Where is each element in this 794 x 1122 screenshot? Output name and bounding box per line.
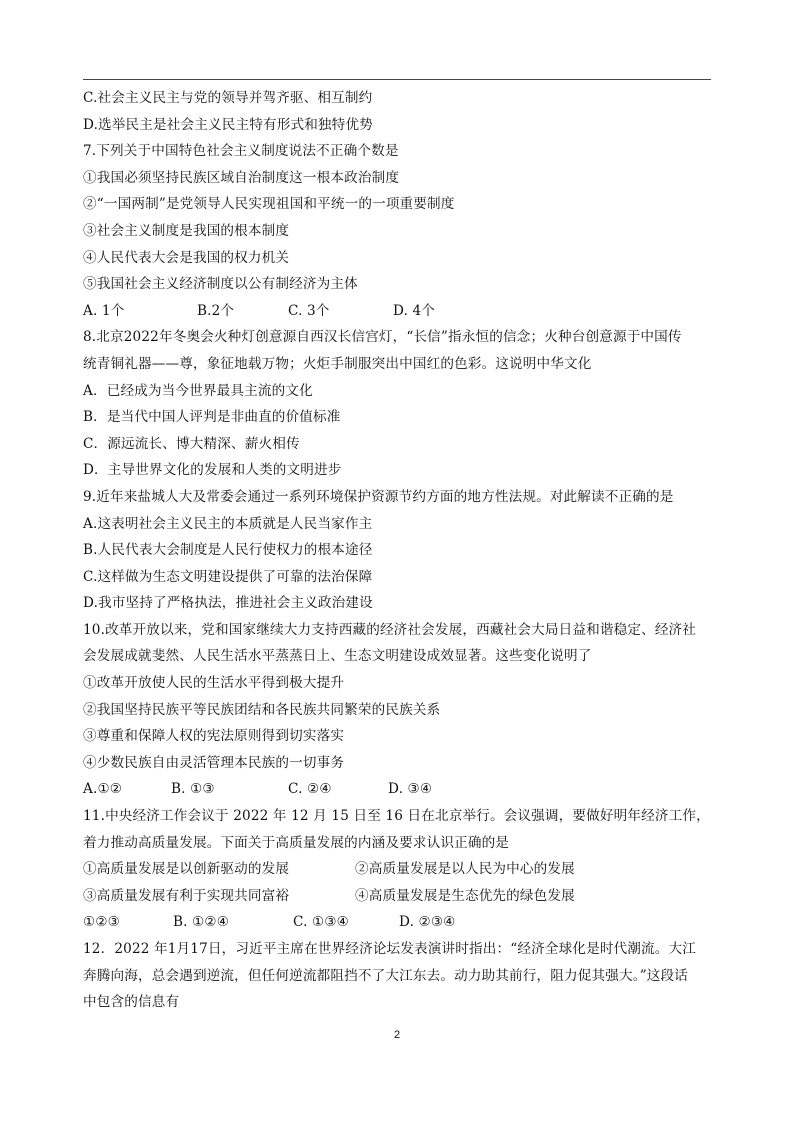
q10-option-a: A.①② [83, 781, 123, 798]
question-9-stem: 9.近年来盐城人大及常委会通过一系列环境保护资源节约方面的地方性法规。对此解读不正确的是 [83, 488, 674, 505]
question-8-stem-2: 统青铜礼器——尊，象征地载万物；火炬手制服突出中国红的色彩。这说明中华文化 [83, 355, 592, 372]
q7-item-3: ③社会主义制度是我国的根本制度 [83, 222, 290, 239]
q7-item-4: ④人民代表大会是我国的权力机关 [83, 249, 290, 266]
q11-item-4: ④高质量发展是生态优先的绿色发展 [355, 887, 575, 904]
page-number: 2 [393, 1029, 401, 1041]
q11-items-row-2 [83, 883, 719, 910]
q11-item-2: ②高质量发展是以人民为中心的发展 [355, 861, 575, 878]
q7-options [83, 298, 719, 325]
q11-items-row-1 [83, 856, 719, 883]
q10-option-c: C. ②④ [288, 781, 332, 798]
q8-option-c: C．源远流长、博大精深、薪火相传 [83, 435, 300, 452]
q9-option-a: A.这表明社会主义民主的本质就是人民当家作主 [83, 515, 373, 532]
q10-item-2: ②我国坚持民族平等民族团结和各民族共同繁荣的民族关系 [83, 701, 441, 718]
page-content [83, 85, 719, 1016]
question-12-stem-2: 奔腾向海，总会遇到逆流，但任何逆流都阻挡不了大江东去。动力助其前行，阻力促其强大。”这段话 [83, 967, 689, 984]
q10-option-d: D. ③④ [388, 781, 433, 798]
q7-option-c: C. 3个 [288, 302, 330, 319]
q10-item-1: ①改革开放使人民的生活水平得到极大提升 [83, 675, 345, 692]
question-10-stem-1: 10.改革开放以来，党和国家继续大力支持西藏的经济社会发展，西藏社会大局日益和谐稳定、经济社 [83, 621, 697, 638]
question-12-stem-3: 中包含的信息有 [83, 994, 180, 1011]
q11-item-3: ③高质量发展有利于实现共同富裕 [83, 887, 290, 904]
q8-option-a: A．已经成为当今世界最具主流的文化 [83, 382, 313, 399]
q11-item-1: ①高质量发展是以创新驱动的发展 [83, 861, 290, 878]
q9-option-b: B.人民代表大会制度是人民行使权力的根本途径 [83, 542, 373, 559]
q9-option-d: D.我市坚持了严格执法，推进社会主义政治建设 [83, 595, 373, 612]
q7-item-5: ⑤我国社会主义经济制度以公有制经济为主体 [83, 276, 358, 293]
q10-item-4: ④少数民族自由灵活管理本民族的一切事务 [83, 754, 345, 771]
option-d-prev: D.选举民主是社会主义民主特有形式和独特优势 [83, 116, 373, 133]
question-8-stem-1: 8.北京2022年冬奥会火种灯创意源自西汉长信宫灯，“长信”指永恒的信念；火种台创意源于中国传 [83, 329, 682, 346]
q7-item-2: ②“一国两制”是党领导人民实现祖国和平统一的一项重要制度 [83, 196, 455, 213]
q10-item-3: ③尊重和保障人权的宪法原则得到切实落实 [83, 728, 345, 745]
q7-item-1: ①我国必须坚持民族区域自治制度这一根本政治制度 [83, 169, 400, 186]
question-11-stem-1: 11.中央经济工作会议于 2022 年 12 月 15 日至 16 日在北京举行。会议强调，要做好明年经济工作， [83, 808, 710, 825]
q10-option-b: B. ①③ [171, 781, 215, 798]
q10-options [83, 776, 719, 803]
q11-option-a: ①②③ [83, 914, 121, 931]
q8-option-d: D．主导世界文化的发展和人类的文明进步 [83, 462, 342, 479]
q7-option-d: D. 4个 [393, 302, 436, 319]
q7-option-a: A. 1个 [83, 302, 125, 319]
q7-option-b: B.2个 [197, 302, 235, 319]
question-11-stem-2: 着力推动高质量发展。下面关于高质量发展的内涵及要求认识正确的是 [83, 834, 510, 851]
q11-option-c: C. ①③④ [293, 914, 350, 931]
q8-option-b: B．是当代中国人评判是非曲直的价值标准 [83, 409, 341, 426]
q11-options [83, 909, 719, 936]
header-rule [83, 79, 711, 80]
question-10-stem-2: 会发展成就斐然、人民生活水平蒸蒸日上、生态文明建设成效显著。这些变化说明了 [83, 648, 592, 665]
q11-option-b: B. ①②④ [173, 914, 230, 931]
q11-option-d: D. ②③④ [399, 914, 456, 931]
question-12-stem-1: 12．2022 年1月17日，习近平主席在世界经济论坛发表演讲时指出：“经济全球化是时代潮流。大江 [83, 941, 697, 957]
q9-option-c: C.这样做为生态文明建设提供了可靠的法治保障 [83, 568, 373, 585]
option-c-prev: C.社会主义民主与党的领导并驾齐驱、相互制约 [83, 90, 373, 106]
question-7-stem: 7.下列关于中国特色社会主义制度说法不正确个数是 [83, 143, 399, 160]
